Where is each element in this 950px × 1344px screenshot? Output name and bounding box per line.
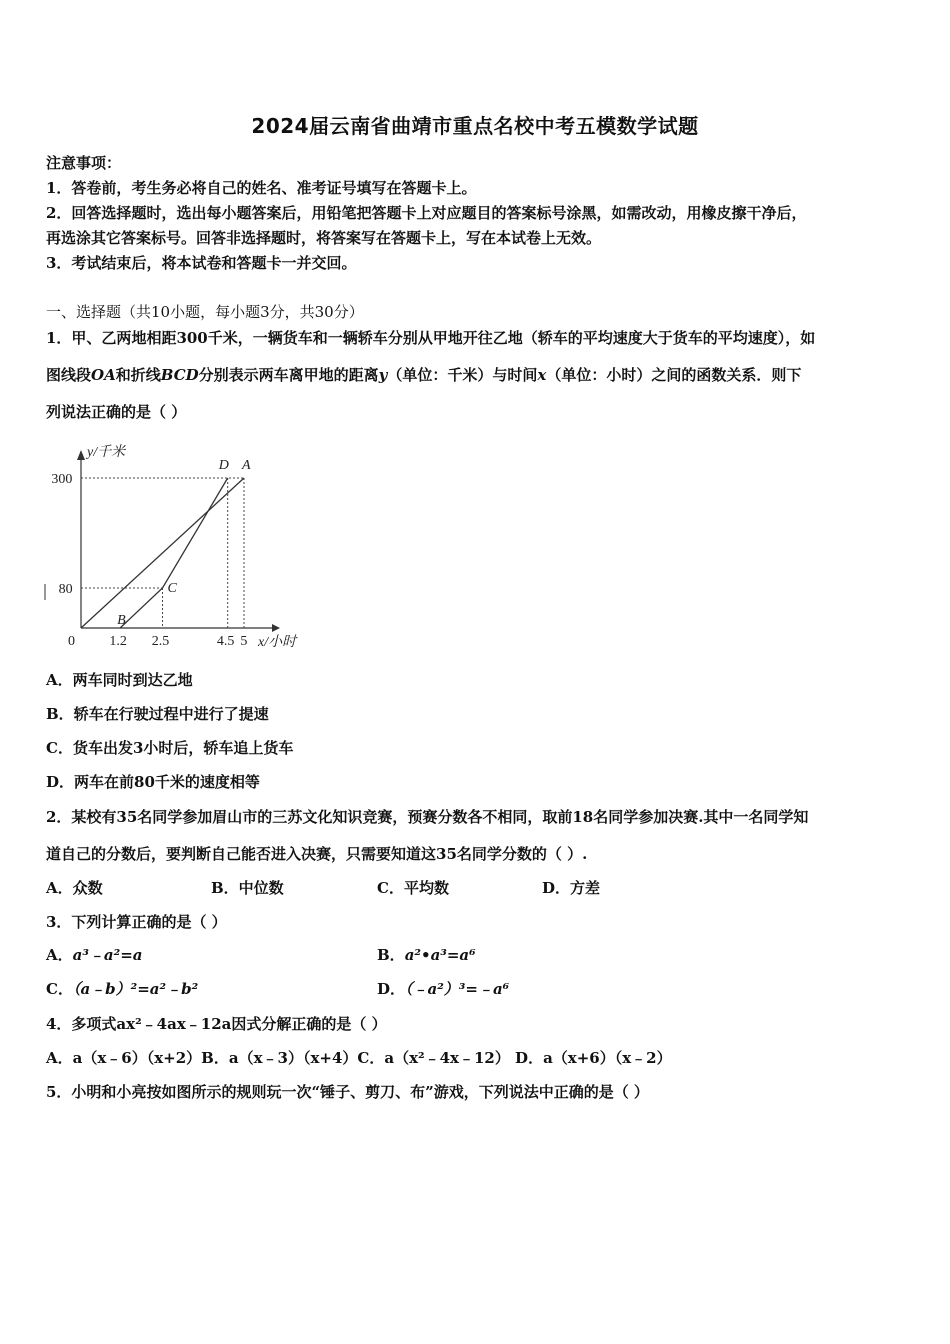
q5-stem: 5．小明和小亮按如图所示的规则玩一次“锤子、剪刀、布”游戏，下列说法中正确的是（ ） bbox=[46, 1083, 649, 1101]
x-tick-1-2: 1.2 bbox=[109, 634, 127, 649]
series-bcd bbox=[120, 478, 228, 628]
x-tick-2-5: 2.5 bbox=[151, 634, 170, 649]
notice-item-3: 3．考试结束后，将本试卷和答题卡一并交回。 bbox=[46, 254, 357, 272]
x-tick-0: 0 bbox=[68, 634, 75, 649]
q2-option-b: B．中位数 bbox=[211, 879, 284, 897]
point-label-a: A bbox=[242, 458, 251, 473]
x-tick-5: 5 bbox=[240, 634, 248, 649]
q4-options: A．a（x﹣6）（x+2）B．a（x﹣3）（x+4）C．a（x²﹣4x﹣12） D．a（x+6）（x﹣2） bbox=[46, 1049, 672, 1067]
x-tick-4-5: 4.5 bbox=[216, 634, 235, 649]
q3-stem: 3．下列计算正确的是（ ） bbox=[46, 913, 227, 931]
notice-item-2: 2．回答选择题时，选出每小题答案后，用铅笔把答题卡上对应题目的答案标号涂黑，如需改动，用橡皮擦干净后， bbox=[46, 204, 807, 222]
notice-item-1: 1．答卷前，考生务必将自己的姓名、准考证号填写在答题卡上。 bbox=[46, 179, 477, 197]
q2-option-c: C．平均数 bbox=[377, 879, 449, 897]
notice-item-2-cont: 再选涂其它答案标号。回答非选择题时，将答案写在答题卡上，写在本试卷上无效。 bbox=[46, 229, 602, 247]
q1-stem-line1: 1．甲、乙两地相距300千米，一辆货车和一辆轿车分别从甲地开往乙地（轿车的平均速度大于货车的平均速度），如 bbox=[46, 329, 816, 347]
q3-option-c-expr: （a﹣b）²=a²﹣b² bbox=[72, 980, 199, 998]
section-heading: 一、选择题（共10小题，每小题3分，共30分） bbox=[46, 303, 364, 321]
q1-text-a: 图线段 bbox=[46, 366, 92, 384]
q1-option-c: C．货车出发3小时后，轿车追上货车 bbox=[46, 739, 294, 757]
q1-stem-line2 bbox=[46, 364, 916, 385]
q1-segment-oa: OA bbox=[91, 366, 116, 384]
point-label-b: B bbox=[117, 613, 126, 628]
point-label-c: C bbox=[167, 581, 177, 596]
q1-option-a: A．两车同时到达乙地 bbox=[46, 671, 193, 689]
q3-option-c-label: C． bbox=[46, 980, 73, 998]
point-label-d: D bbox=[218, 458, 229, 473]
x-axis-arrow bbox=[272, 624, 280, 632]
exam-title: 2024届云南省曲靖市重点名校中考五模数学试题 bbox=[251, 114, 699, 138]
q4-stem: 4．多项式ax²﹣4ax﹣12a因式分解正确的是（ ） bbox=[46, 1015, 387, 1033]
q3-option-a bbox=[46, 944, 143, 965]
y-tick-300: 300 bbox=[51, 472, 73, 487]
q3-option-d-expr: （﹣a²）³=﹣a⁶ bbox=[405, 980, 510, 998]
q3-option-c bbox=[46, 978, 198, 999]
q1-graph bbox=[40, 438, 310, 658]
q3-option-a-label: A． bbox=[46, 946, 73, 964]
q3-option-b-expr: a²•a³=a⁶ bbox=[404, 946, 476, 964]
q3-option-a-expr: a³﹣a²=a bbox=[72, 946, 143, 964]
q2-stem-line2: 道自己的分数后，要判断自己能否进入决赛，只需要知道这35名同学分数的（ ）. bbox=[46, 845, 588, 863]
q1-option-d: D．两车在前80千米的速度相等 bbox=[46, 773, 260, 791]
y-axis-arrow bbox=[77, 450, 85, 460]
q1-text-d: （单位：千米）与时间 bbox=[387, 366, 538, 384]
q3-option-b-label: B． bbox=[377, 946, 405, 964]
q3-option-d-label: D． bbox=[377, 980, 406, 998]
q1-stem-line3: 列说法正确的是（ ） bbox=[46, 403, 187, 421]
q3-option-b bbox=[377, 944, 476, 965]
y-tick-80: 80 bbox=[58, 582, 73, 597]
q2-stem-line1: 2．某校有35名同学参加眉山市的三苏文化知识竞赛，预赛分数各不相同，取前18名同学参加决赛.其中一名同学知 bbox=[46, 808, 809, 826]
x-axis-label: x/小时 bbox=[258, 635, 297, 650]
q2-option-a: A．众数 bbox=[46, 879, 103, 897]
q2-option-d: D．方差 bbox=[542, 879, 601, 897]
q3-option-d bbox=[377, 978, 509, 999]
q1-text-e: （单位：小时）之间的函数关系．则下 bbox=[546, 366, 802, 384]
q1-option-b: B．轿车在行驶过程中进行了提速 bbox=[46, 705, 269, 723]
q1-var-y: y bbox=[378, 366, 388, 384]
notice-heading: 注意事项： bbox=[46, 154, 122, 172]
q1-var-x: x bbox=[537, 366, 547, 384]
q1-text-b: 和折线 bbox=[115, 366, 161, 384]
q1-polyline-bcd: BCD bbox=[160, 366, 199, 384]
q1-text-c: 分别表示两车离甲地的距离 bbox=[198, 366, 379, 384]
y-axis-label: y/千米 bbox=[87, 445, 126, 460]
